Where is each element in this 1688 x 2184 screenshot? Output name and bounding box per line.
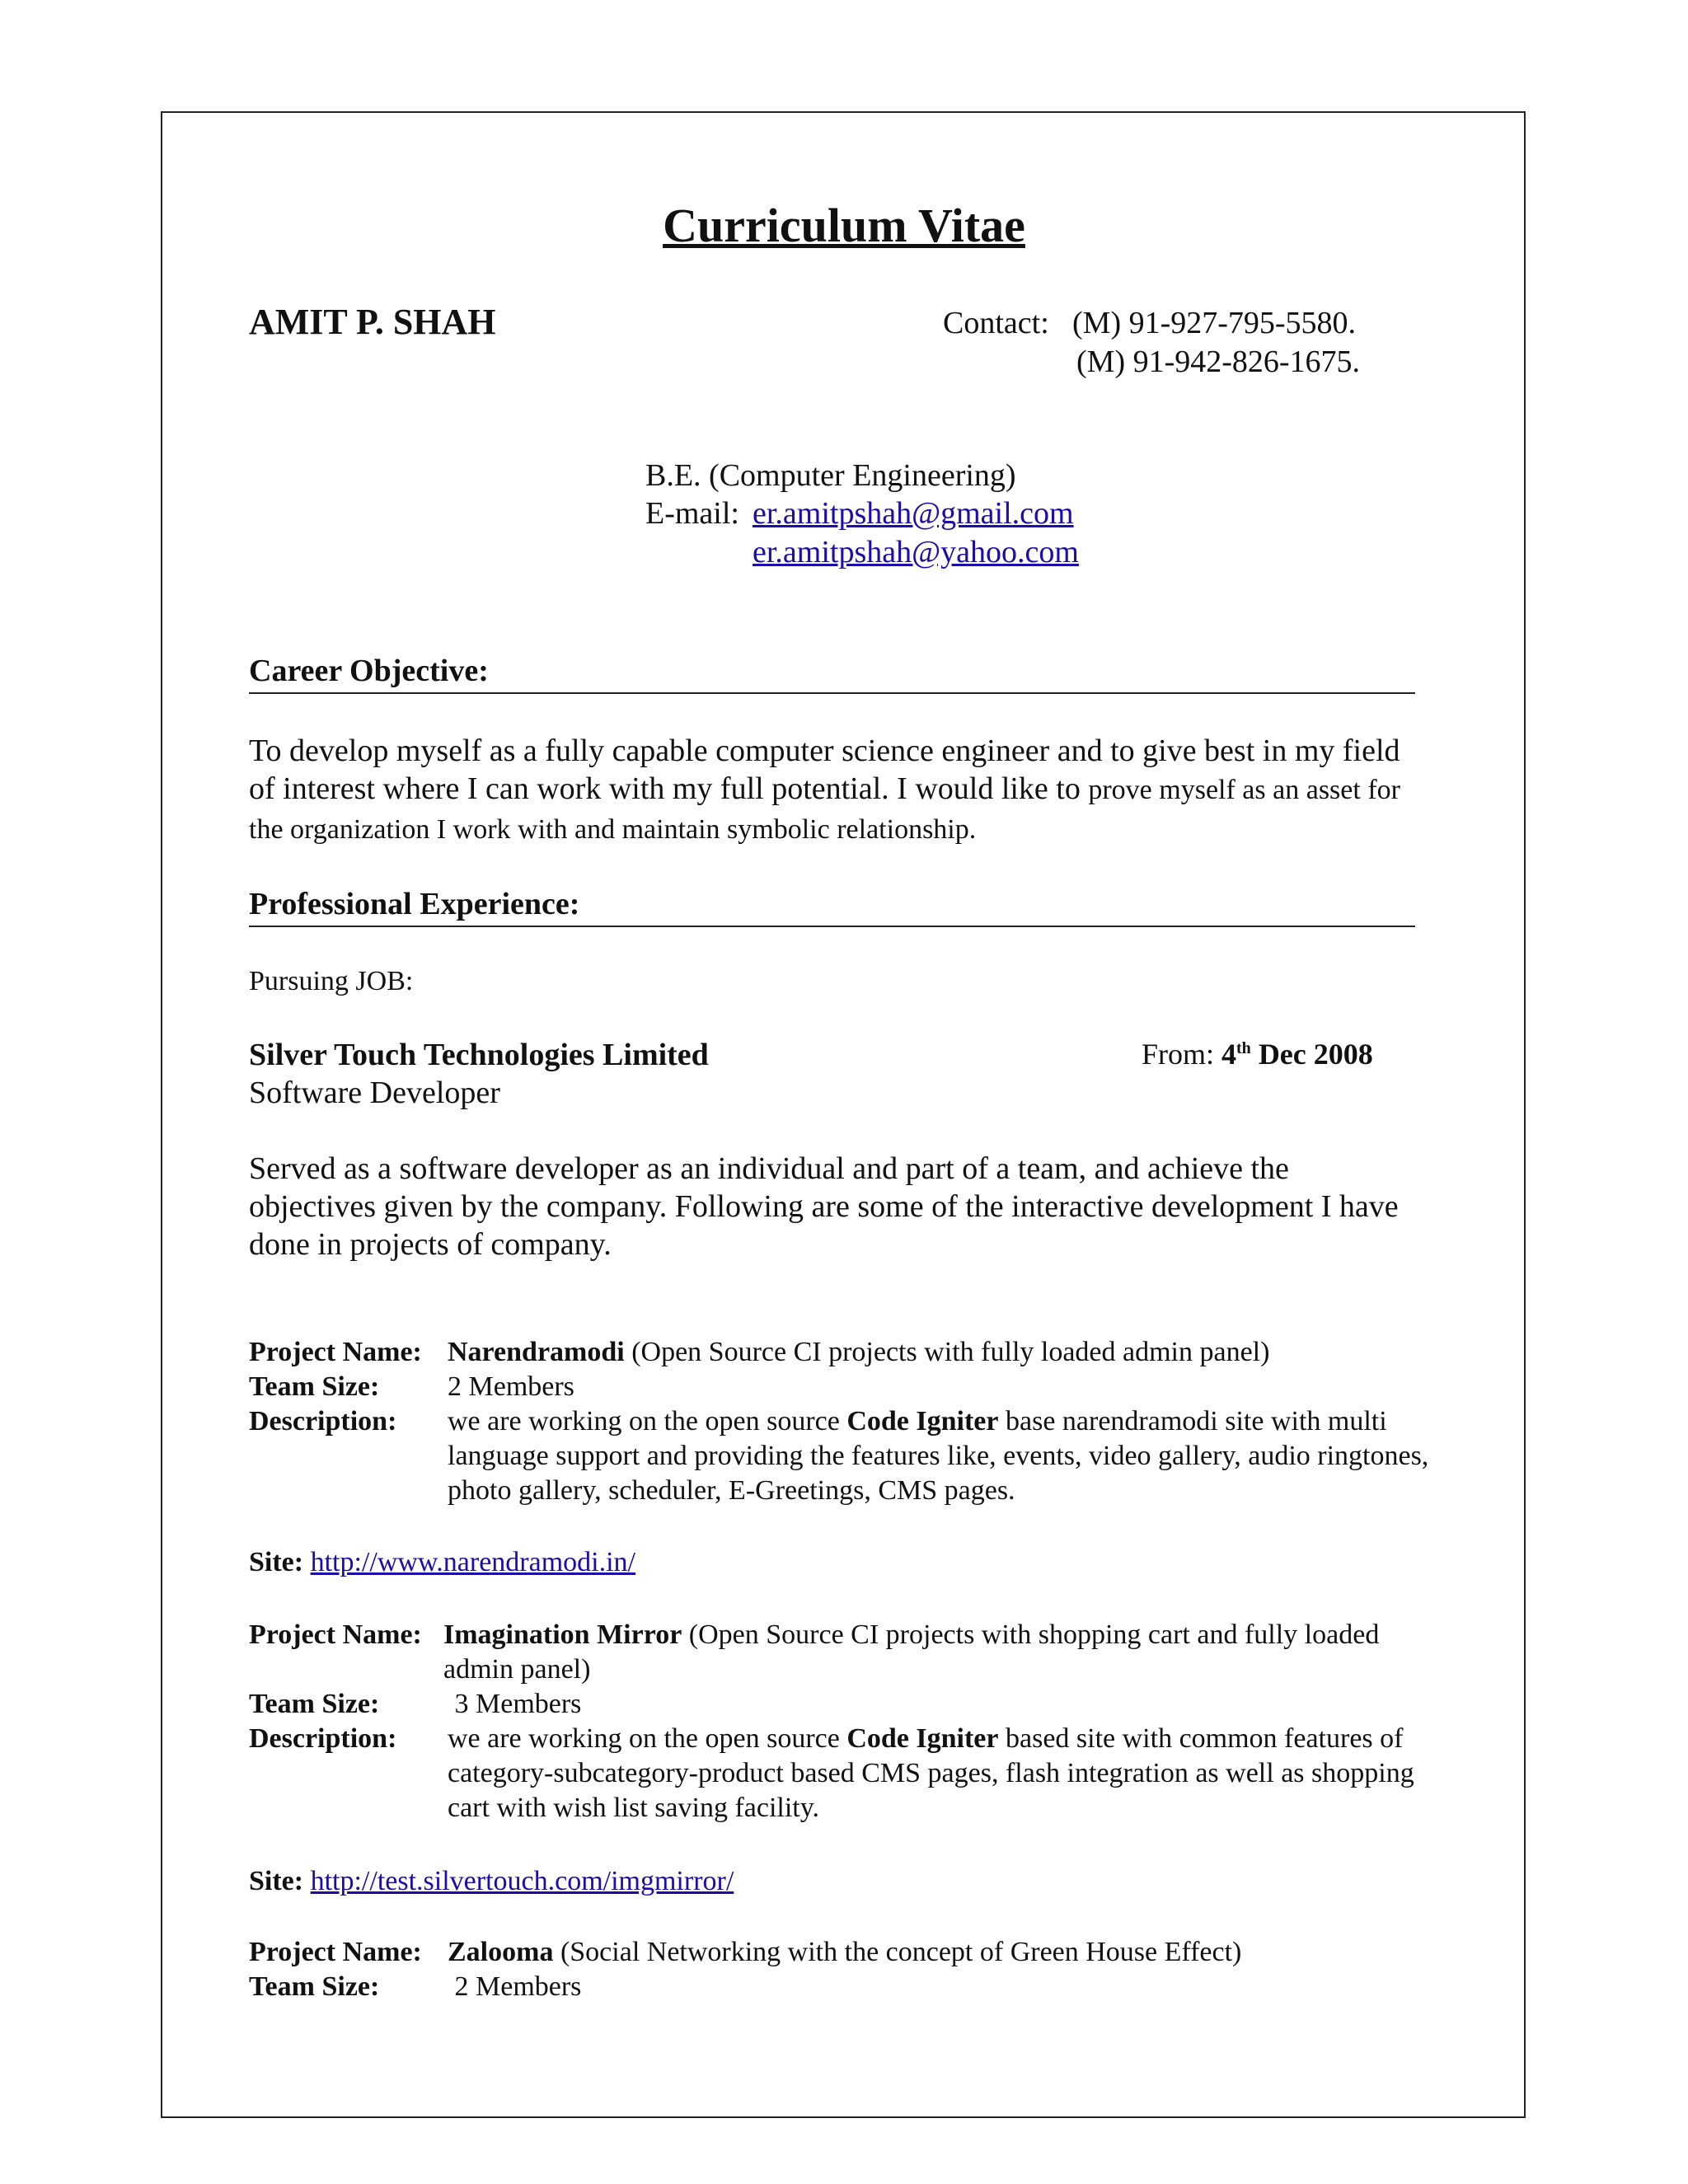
project-2-desc-after: based site with common features of category-subcategory-product based CMS pages, flash integration as well as shopping cart with wish list saving facility.	[448, 1723, 1414, 1823]
project-2-team-size: 3 Members	[448, 1689, 582, 1719]
project-3-team-row	[249, 1970, 1436, 2004]
project-1-description	[448, 1404, 1437, 1508]
project-1-desc-after: base narendramodi site with multi language support and providing the features like, events, video gallery, audio ringtones, photo gallery, scheduler, E-Greetings, CMS pages.	[448, 1406, 1429, 1506]
project-3-name-row	[249, 1935, 1436, 1970]
project-1-description-row	[249, 1404, 1436, 1511]
project-1-team-size: 2 Members	[448, 1371, 574, 1402]
project-1-desc-bold: Code Igniter	[846, 1406, 999, 1436]
team-size-label: Team Size:	[249, 1371, 380, 1402]
project-2-description	[448, 1722, 1437, 1825]
project-2-name-row	[249, 1618, 1436, 1687]
contact-phone-1: (M) 91-927-795-5580.	[1072, 306, 1357, 340]
email-link-gmail[interactable]: er.amitpshah@gmail.com	[753, 496, 1074, 531]
email-link-yahoo[interactable]: er.amitpshah@yahoo.com	[753, 535, 1079, 569]
project-3-team-size: 2 Members	[448, 1971, 582, 2002]
project-2-description-row	[249, 1722, 1436, 1829]
candidate-name: AMIT P. SHAH	[249, 302, 496, 342]
contact-label: Contact:	[943, 306, 1049, 340]
team-size-label: Team Size:	[249, 1689, 380, 1719]
contact-phone-2: (M) 91-942-826-1675.	[1076, 344, 1361, 379]
project-2-desc-bold: Code Igniter	[846, 1723, 999, 1754]
project-2-site-row	[249, 1866, 734, 1897]
from-label: From:	[1142, 1038, 1222, 1071]
project-2-subtitle: (Open Source CI projects with shopping cart and fully loaded admin panel)	[443, 1619, 1380, 1685]
company-name: Silver Touch Technologies Limited	[249, 1038, 709, 1072]
project-1-desc-before: we are working on the open source	[448, 1406, 847, 1436]
from-suffix: th	[1236, 1039, 1251, 1057]
project-2-site-link[interactable]: http://test.silvertouch.com/imgmirror/	[310, 1866, 734, 1896]
project-name-label: Project Name:	[249, 1337, 422, 1367]
career-objective-text	[249, 732, 1419, 849]
project-1-site-row	[249, 1547, 635, 1578]
project-2-desc-before: we are working on the open source	[448, 1723, 847, 1754]
project-1-name-row	[249, 1335, 1436, 1370]
career-objective-text-small: prove myself as an asset for the organization I work with and maintain symbolic relationship.	[249, 775, 1400, 845]
project-1-name: Narendramodi	[448, 1337, 625, 1367]
team-size-label: Team Size:	[249, 1971, 380, 2002]
project-1-team-row	[249, 1370, 1436, 1404]
career-objective-heading: Career Objective:	[249, 653, 1415, 694]
email-label: E-mail:	[645, 496, 739, 531]
site-label: Site:	[249, 1866, 304, 1896]
project-name-label: Project Name:	[249, 1619, 422, 1650]
project-2-team-row	[249, 1687, 1436, 1722]
project-name-label: Project Name:	[249, 1937, 422, 1967]
description-label: Description:	[249, 1406, 397, 1436]
career-objective-text-main: To develop myself as a fully capable computer science engineer and to give best in my field of interest where I can work with my full potential. I would like to	[249, 733, 1400, 806]
project-3-subtitle: (Social Networking with the concept of Green House Effect)	[553, 1937, 1242, 1967]
experience-summary: Served as a software developer as an individual and part of a team, and achieve the objectives given by the company. Following are some of the interactive development I have done in projects of company.	[249, 1151, 1399, 1262]
site-label: Site:	[249, 1547, 304, 1577]
description-label: Description:	[249, 1723, 397, 1754]
employment-start-date	[1142, 1037, 1373, 1071]
project-2-name: Imagination Mirror	[443, 1619, 682, 1650]
job-role: Software Developer	[249, 1076, 500, 1110]
document-title: Curriculum Vitae	[663, 199, 1025, 252]
education-degree: B.E. (Computer Engineering)	[645, 458, 1016, 493]
professional-experience-heading: Professional Experience:	[249, 886, 1415, 927]
project-1-subtitle: (Open Source CI projects with fully loaded admin panel)	[624, 1337, 1270, 1367]
project-1-site-link[interactable]: http://www.narendramodi.in/	[310, 1547, 635, 1577]
from-month-year: Dec 2008	[1250, 1038, 1373, 1071]
project-3-name: Zalooma	[448, 1937, 554, 1967]
from-day: 4	[1221, 1038, 1237, 1071]
pursuing-job-label: Pursuing JOB:	[249, 966, 414, 996]
